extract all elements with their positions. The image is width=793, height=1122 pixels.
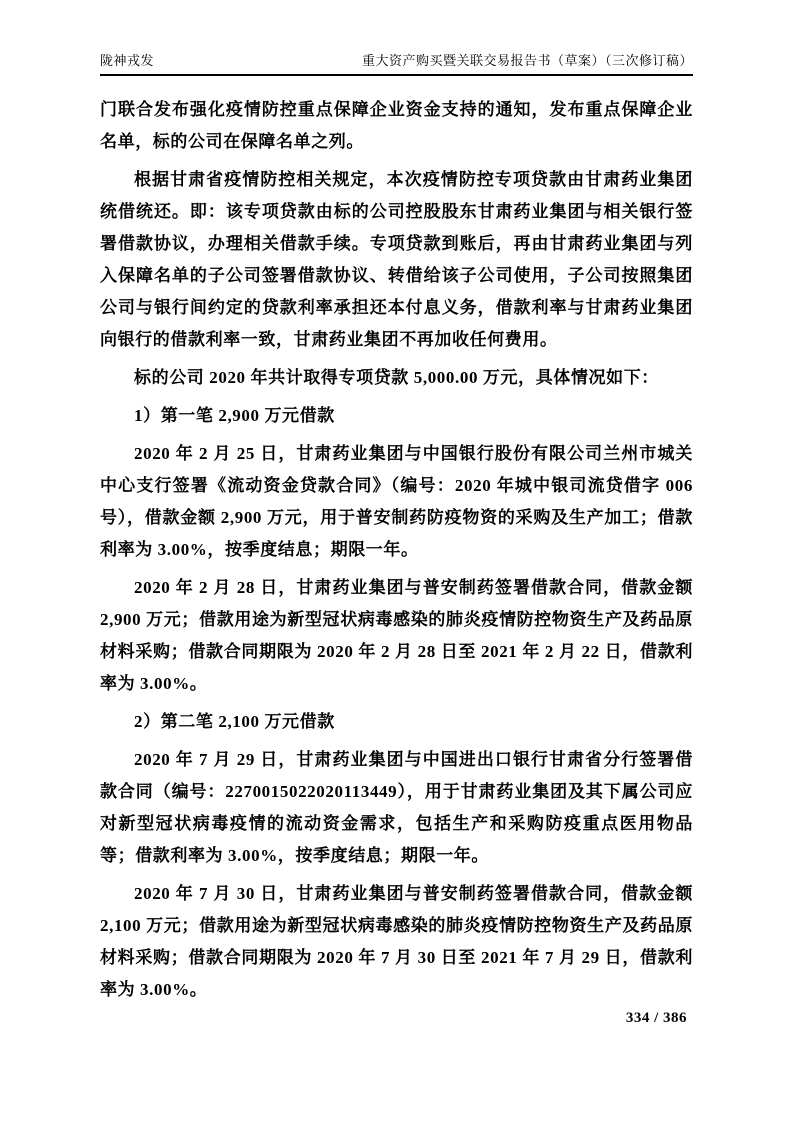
document-body — [100, 94, 693, 1006]
paragraph: 门联合发布强化疫情防控重点保障企业资金支持的通知，发布重点保障企业名单，标的公司在保障名单之列。 — [100, 100, 693, 151]
paragraph: 2020 年 7 月 30 日，甘肃药业集团与普安制药签署借款合同，借款金额 2,100 万元；借款用途为新型冠状病毒感染的肺炎疫情防控物资生产及药品原材料采购；借款合同期限为 2020 年 7 月 30 日至 2021 年 7 月 29 日，借款利率为 3.00%。 — [100, 884, 693, 999]
paragraph: 根据甘肃省疫情防控相关规定，本次疫情防控专项贷款由甘肃药业集团统借统还。即：该专项贷款由标的公司控股股东甘肃药业集团与相关银行签署借款协议，办理相关借款手续。专项贷款到账后，再由甘肃药业集团与列入保障名单的子公司签署借款协议、转借给该子公司使用，子公司按照集团公司与银行间约定的贷款利率承担还本付息义务，借款利率与甘肃药业集团向银行的借款利率一致，甘肃药业集团不再加收任何费用。 — [100, 170, 693, 349]
section-item-heading: 2）第二笔 2,100 万元借款 — [134, 712, 335, 731]
header-report-title: 重大资产购买暨关联交易报告书（草案）（三次修订稿） — [361, 53, 693, 68]
paragraph: 2020 年 2 月 25 日，甘肃药业集团与中国银行股份有限公司兰州市城关中心支行签署《流动资金贷款合同》（编号：2020 年城中银司流贷借字 006 号），借款金额 2,900 万元，用于普安制药防疫物资的采购及生产加工；借款利率为 3.00%，按季度结息；期限一年。 — [100, 444, 693, 559]
header-company-name: 陇神戎发 — [100, 53, 155, 68]
page-number: 334 / 386 — [625, 1010, 687, 1026]
paragraph: 2020 年 7 月 29 日，甘肃药业集团与中国进出口银行甘肃省分行签署借款合同（编号：2270015022020113449），用于甘肃药业集团及其下属公司应对新型冠状病毒疫情的流动资金需求，包括生产和采购防疫重点医用物品等；借款利率为 3.00%，按季度结息；期限一年。 — [100, 750, 693, 865]
page-header — [100, 50, 693, 76]
section-item-heading: 1）第一笔 2,900 万元借款 — [134, 406, 335, 425]
page-footer — [626, 1010, 687, 1027]
paragraph: 标的公司 2020 年共计取得专项贷款 5,000.00 万元，具体情况如下： — [134, 368, 659, 387]
paragraph: 2020 年 2 月 28 日，甘肃药业集团与普安制药签署借款合同，借款金额 2,900 万元；借款用途为新型冠状病毒感染的肺炎疫情防控物资生产及药品原材料采购；借款合同期限为 2020 年 2 月 28 日至 2021 年 2 月 22 日，借款利率为 3.00%。 — [100, 578, 693, 693]
